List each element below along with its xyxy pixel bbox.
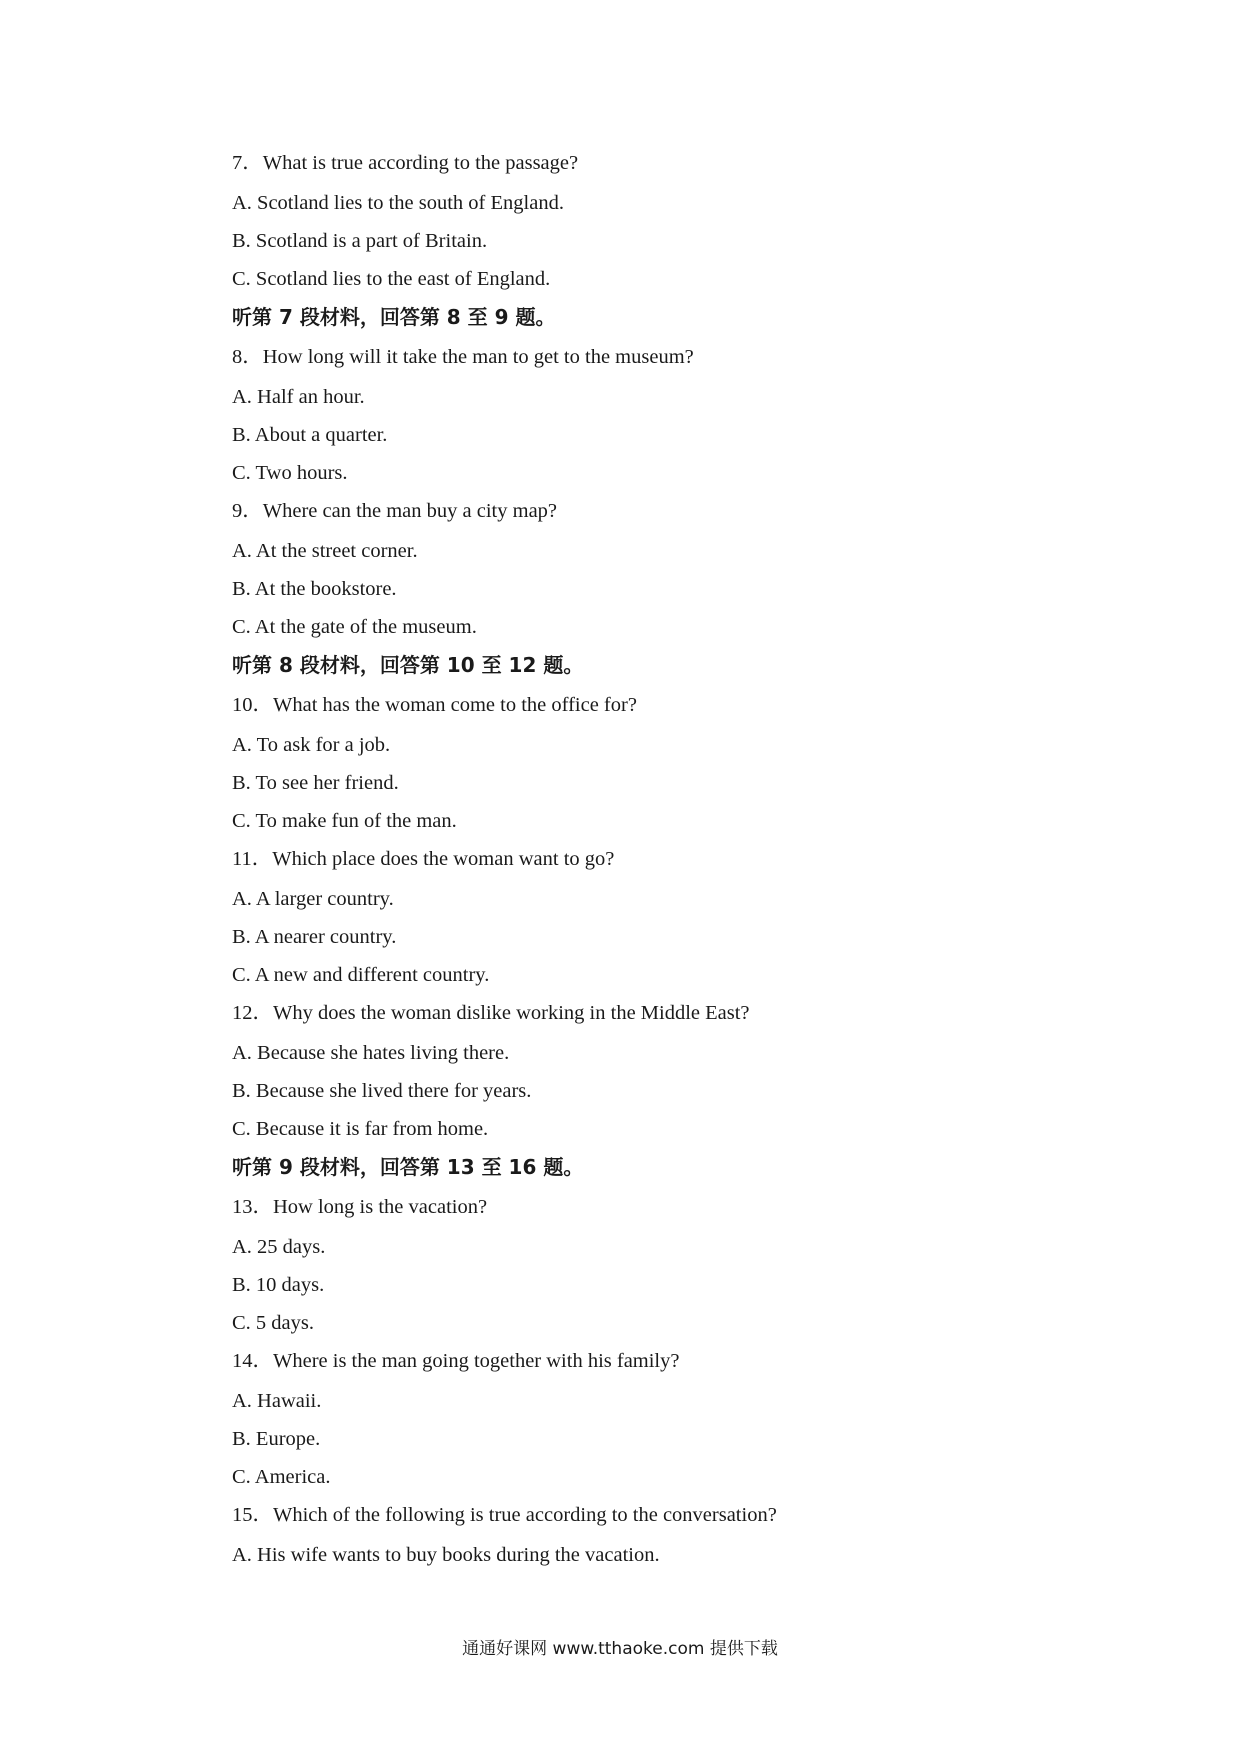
option-10a: A. To ask for a job.: [232, 734, 391, 756]
option-15a: A. His wife wants to buy books during the vacation.: [232, 1544, 660, 1566]
option-9a: A. At the street corner.: [232, 540, 418, 562]
option-13c: C. 5 days.: [232, 1312, 314, 1334]
option-8b: B. About a quarter.: [232, 424, 388, 446]
question-10: 10．What has the woman come to the office for?: [232, 694, 637, 716]
section-header-7: 听第 7 段材料，回答第 8 至 9 题。: [232, 305, 556, 329]
question-8: 8．How long will it take the man to get to the museum?: [232, 346, 694, 368]
option-9b: B. At the bookstore.: [232, 578, 397, 600]
option-14b: B. Europe.: [232, 1428, 321, 1450]
option-10b: B. To see her friend.: [232, 772, 399, 794]
option-13b: B. 10 days.: [232, 1274, 325, 1296]
option-9c: C. At the gate of the museum.: [232, 616, 477, 638]
question-7: 7．What is true according to the passage?: [232, 152, 579, 174]
option-12c: C. Because it is far from home.: [232, 1118, 489, 1140]
option-13a: A. 25 days.: [232, 1236, 326, 1258]
section-header-9: 听第 9 段材料，回答第 13 至 16 题。: [232, 1155, 584, 1179]
page-footer: 通通好课网 www.tthaoke.com 提供下载: [462, 1639, 778, 1659]
question-11: 11．Which place does the woman want to go?: [232, 848, 615, 870]
question-9: 9．Where can the man buy a city map?: [232, 500, 558, 522]
option-10c: C. To make fun of the man.: [232, 810, 457, 832]
option-8a: A. Half an hour.: [232, 386, 365, 408]
option-11a: A. A larger country.: [232, 888, 394, 910]
option-7a: A. Scotland lies to the south of England.: [232, 192, 564, 214]
option-11b: B. A nearer country.: [232, 926, 397, 948]
question-15: 15．Which of the following is true according to the conversation?: [232, 1504, 777, 1526]
section-header-8: 听第 8 段材料，回答第 10 至 12 题。: [232, 653, 584, 677]
option-12b: B. Because she lived there for years.: [232, 1080, 532, 1102]
option-11c: C. A new and different country.: [232, 964, 490, 986]
question-14: 14．Where is the man going together with his family?: [232, 1350, 680, 1372]
question-12: 12．Why does the woman dislike working in the Middle East?: [232, 1002, 750, 1024]
option-14c: C. America.: [232, 1466, 331, 1488]
option-8c: C. Two hours.: [232, 462, 348, 484]
question-13: 13．How long is the vacation?: [232, 1196, 488, 1218]
option-12a: A. Because she hates living there.: [232, 1042, 510, 1064]
option-7c: C. Scotland lies to the east of England.: [232, 268, 551, 290]
option-7b: B. Scotland is a part of Britain.: [232, 230, 488, 252]
exam-page-content: [232, 148, 1052, 1578]
option-14a: A. Hawaii.: [232, 1390, 322, 1412]
